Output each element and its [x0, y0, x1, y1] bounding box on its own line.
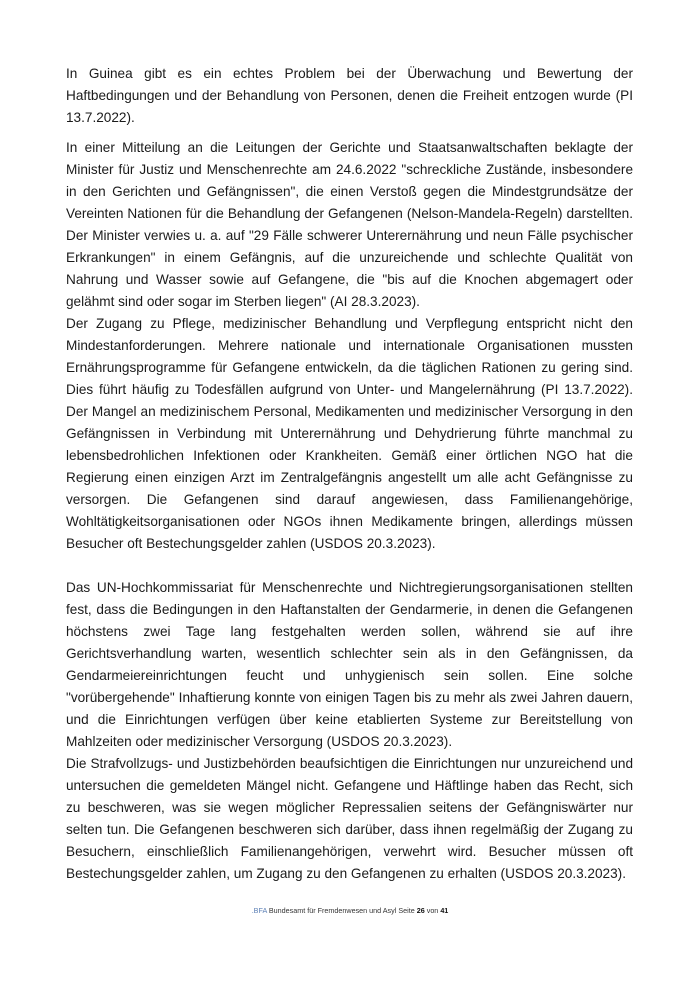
page-footer [0, 906, 700, 915]
footer-page-current: 26 [416, 906, 425, 915]
paragraph-monitoring: In Guinea gibt es ein echtes Problem bei der Überwachung und Bewertung der Haftbedingungen und der Behandlung von Personen, denen die Freiheit entzogen wurde (PI 13.7.2022). [66, 66, 633, 125]
footer-page-word: Seite [398, 906, 415, 915]
footer-page-total: 41 [440, 906, 449, 915]
bfa-logo-text: .BFA [251, 906, 267, 915]
paragraph-minister-statement: In einer Mitteilung an die Leitungen der Gerichte und Staatsanwaltschaften beklagte der Minister für Justiz und Menschenrechte am 24.6.2022 "schreckliche Zustände, insbesondere in den Gerichten und Gefängnissen", die einen Verstoß gegen die Mindestgrundsätze der Vereinten Nationen für die Behandlung der Gefangenen (Nelson-Mandela-Regeln) darstellten. Der Minister verwies u. a. auf "29 Fälle schwerer Unterernährung und neun Fälle psychischer Erkrankungen" in einem Gefängnis, auf die unzureichende und schlechte Qualität von Nahrung und Wasser sowie auf Gefangene, die "bis auf die Knochen abgemagert oder gelähmt sind oder sogar im Sterben liegen" (AI 28.3.2023). [66, 140, 633, 309]
paragraph-oversight-complaints: Die Strafvollzugs- und Justizbehörden beaufsichtigen die Einrichtungen nur unzureichend und untersuchen die gemeldeten Mängel nicht. Gefangene und Häftlinge haben das Recht, sich zu beschweren, was sie wegen möglicher Repressalien seitens der Gefängniswärter nur selten tun. Die Gefangenen beschweren sich darüber, dass ihnen regelmäßig der Zugang zu Besuchern, einschließlich Familienangehörigen, verwehrt wird. Besucher müssen oft Bestechungsgelder zahlen, um Zugang zu den Gefangenen zu erhalten (USDOS 20.3.2023). [66, 756, 633, 881]
paragraph-medical-access: Der Zugang zu Pflege, medizinischer Behandlung und Verpflegung entspricht nicht den Mindestanforderungen. Mehrere nationale und internationale Organisationen mussten Ernährungsprogramme für Gefangene entwickeln, da die täglichen Rationen zu gering sind. Dies führt häufig zu Todesfällen aufgrund von Unter- und Mangelernährung (PI 13.7.2022). Der Mangel an medizinischem Personal, Medikamenten und medizinischer Versorgung in den Gefängnissen in Verbindung mit Unterernährung und Dehydrierung führte manchmal zu lebensbedrohlichen Infektionen oder Krankheiten. Gemäß einer örtlichen NGO hat die Regierung einen einzigen Arzt im Zentralgefängnis angestellt um alle acht Gefängnisse zu versorgen. Die Gefangenen sind darauf angewiesen, dass Familienangehörige, Wohltätigkeitsorganisationen oder NGOs ihnen Medikamente bringen, allerdings müssen Besucher oft Bestechungsgelder zahlen (USDOS 20.3.2023). [66, 316, 633, 551]
footer-org-name: Bundesamt für Fremdenwesen und Asyl [268, 906, 397, 915]
paragraph-gendarmerie-conditions: Das UN-Hochkommissariat für Menschenrechte und Nichtregierungsorganisationen stellten fest, dass die Bedingungen in den Haftanstalten der Gendarmerie, in denen die Gefangenen höchstens zwei Tage lang festgehalten werden sollen, während sie auf ihre Gerichtsverhandlung warten, wesentlich schlechter sein als in den Gefängnissen, da Gendarmeiereinrichtungen feucht und unhygienisch sein sollen. Eine solche "vorübergehende" Inhaftierung konnte von einigen Tagen bis zu mehr als zwei Jahren dauern, und die Einrichtungen verfügen über keine etablierten Systeme zur Bereitstellung von Mahlzeiten oder medizinischer Versorgung (USDOS 20.3.2023). [66, 580, 633, 749]
document-body [66, 63, 633, 885]
footer-of-word: von [426, 906, 439, 915]
